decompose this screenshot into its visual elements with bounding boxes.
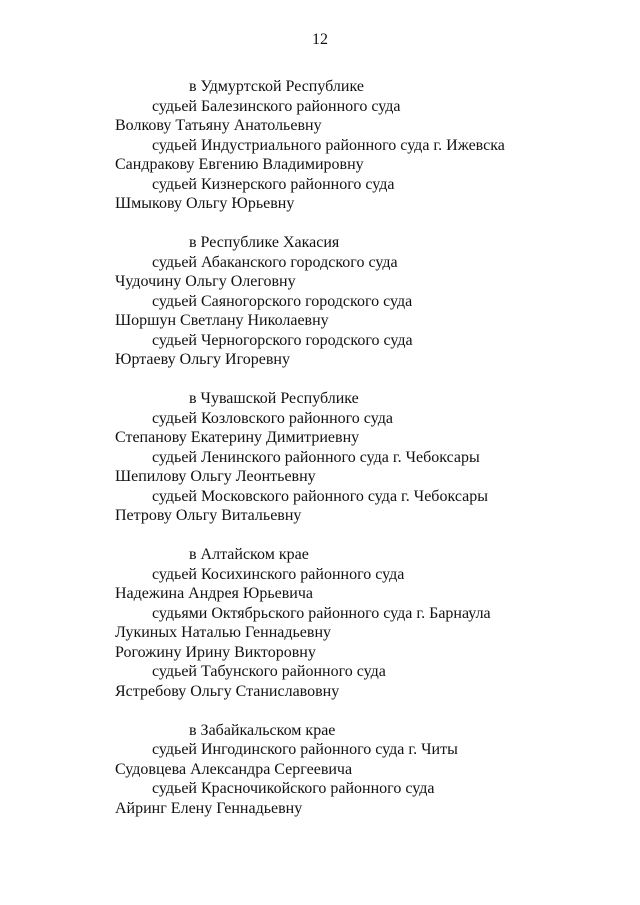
- court-position: судьей Козловского районного суда: [152, 409, 393, 427]
- court-position: судьей Табунского районного суда: [152, 663, 386, 680]
- page-number: 12: [312, 31, 328, 48]
- region-section: [0, 545, 640, 701]
- court-position: судьей Индустриального районного суда г. Ижевска: [152, 136, 505, 154]
- judge-name: Степанову Екатерину Димитриевну: [115, 429, 360, 446]
- region-heading: в Чувашской Республике: [189, 390, 359, 407]
- region-section: [0, 721, 640, 819]
- court-position: судьей Кизнерского районного суда: [152, 175, 395, 193]
- region-heading: в Алтайском крае: [189, 546, 309, 563]
- judge-name: Айринг Елену Геннадьевну: [115, 799, 303, 817]
- judge-name: Шоршун Светлану Николаевну: [115, 312, 329, 329]
- court-position: судьей Московского районного суда г. Чебоксары: [152, 487, 488, 505]
- judge-name: Петрову Ольгу Витальевну: [115, 507, 302, 524]
- appointments-list: [0, 77, 640, 838]
- judge-name: Надежина Андрея Юрьевича: [115, 585, 314, 602]
- court-position: судьей Косихинского районного суда: [152, 565, 405, 583]
- court-position: судьей Черногорского городского суда: [152, 331, 413, 349]
- judge-name: Шепилову Ольгу Леонтьевну: [115, 468, 316, 485]
- region-section: [0, 389, 640, 526]
- court-position: судьей Ленинского районного суда г. Чебоксары: [152, 448, 480, 466]
- judge-name: Судовцева Александра Сергеевича: [115, 760, 353, 778]
- court-position: судьями Октябрьского районного суда г. Барнаула: [152, 604, 491, 622]
- judge-name: Шмыкову Ольгу Юрьевну: [115, 195, 295, 212]
- judge-name: Волкову Татьяну Анатольевну: [115, 117, 322, 134]
- region-section: [0, 233, 640, 370]
- region-heading: в Республике Хакасия: [189, 234, 340, 251]
- court-position: судьей Саяногорского городского суда: [152, 292, 413, 310]
- court-position: судьей Балезинского районного суда: [152, 97, 401, 115]
- court-position: судьей Абаканского городского суда: [152, 253, 398, 271]
- judge-name: Лукиных Наталью Геннадьевну: [115, 624, 332, 641]
- judge-name: Ястребову Ольгу Станиславовну: [115, 682, 340, 700]
- judge-name: Рогожину Ирину Викторовну: [115, 643, 316, 661]
- court-position: судьей Ингодинского районного суда г. Читы: [152, 741, 458, 758]
- region-heading: в Забайкальском крае: [189, 721, 336, 739]
- judge-name: Сандракову Евгению Владимировну: [115, 156, 364, 173]
- region-heading: в Удмуртской Республике: [189, 78, 364, 95]
- region-section: [0, 77, 640, 214]
- judge-name: Чудочину Ольгу Олеговну: [115, 273, 296, 290]
- court-position: судьей Красночикойского районного суда: [152, 780, 435, 797]
- judge-name: Юртаеву Ольгу Игоревну: [115, 351, 290, 368]
